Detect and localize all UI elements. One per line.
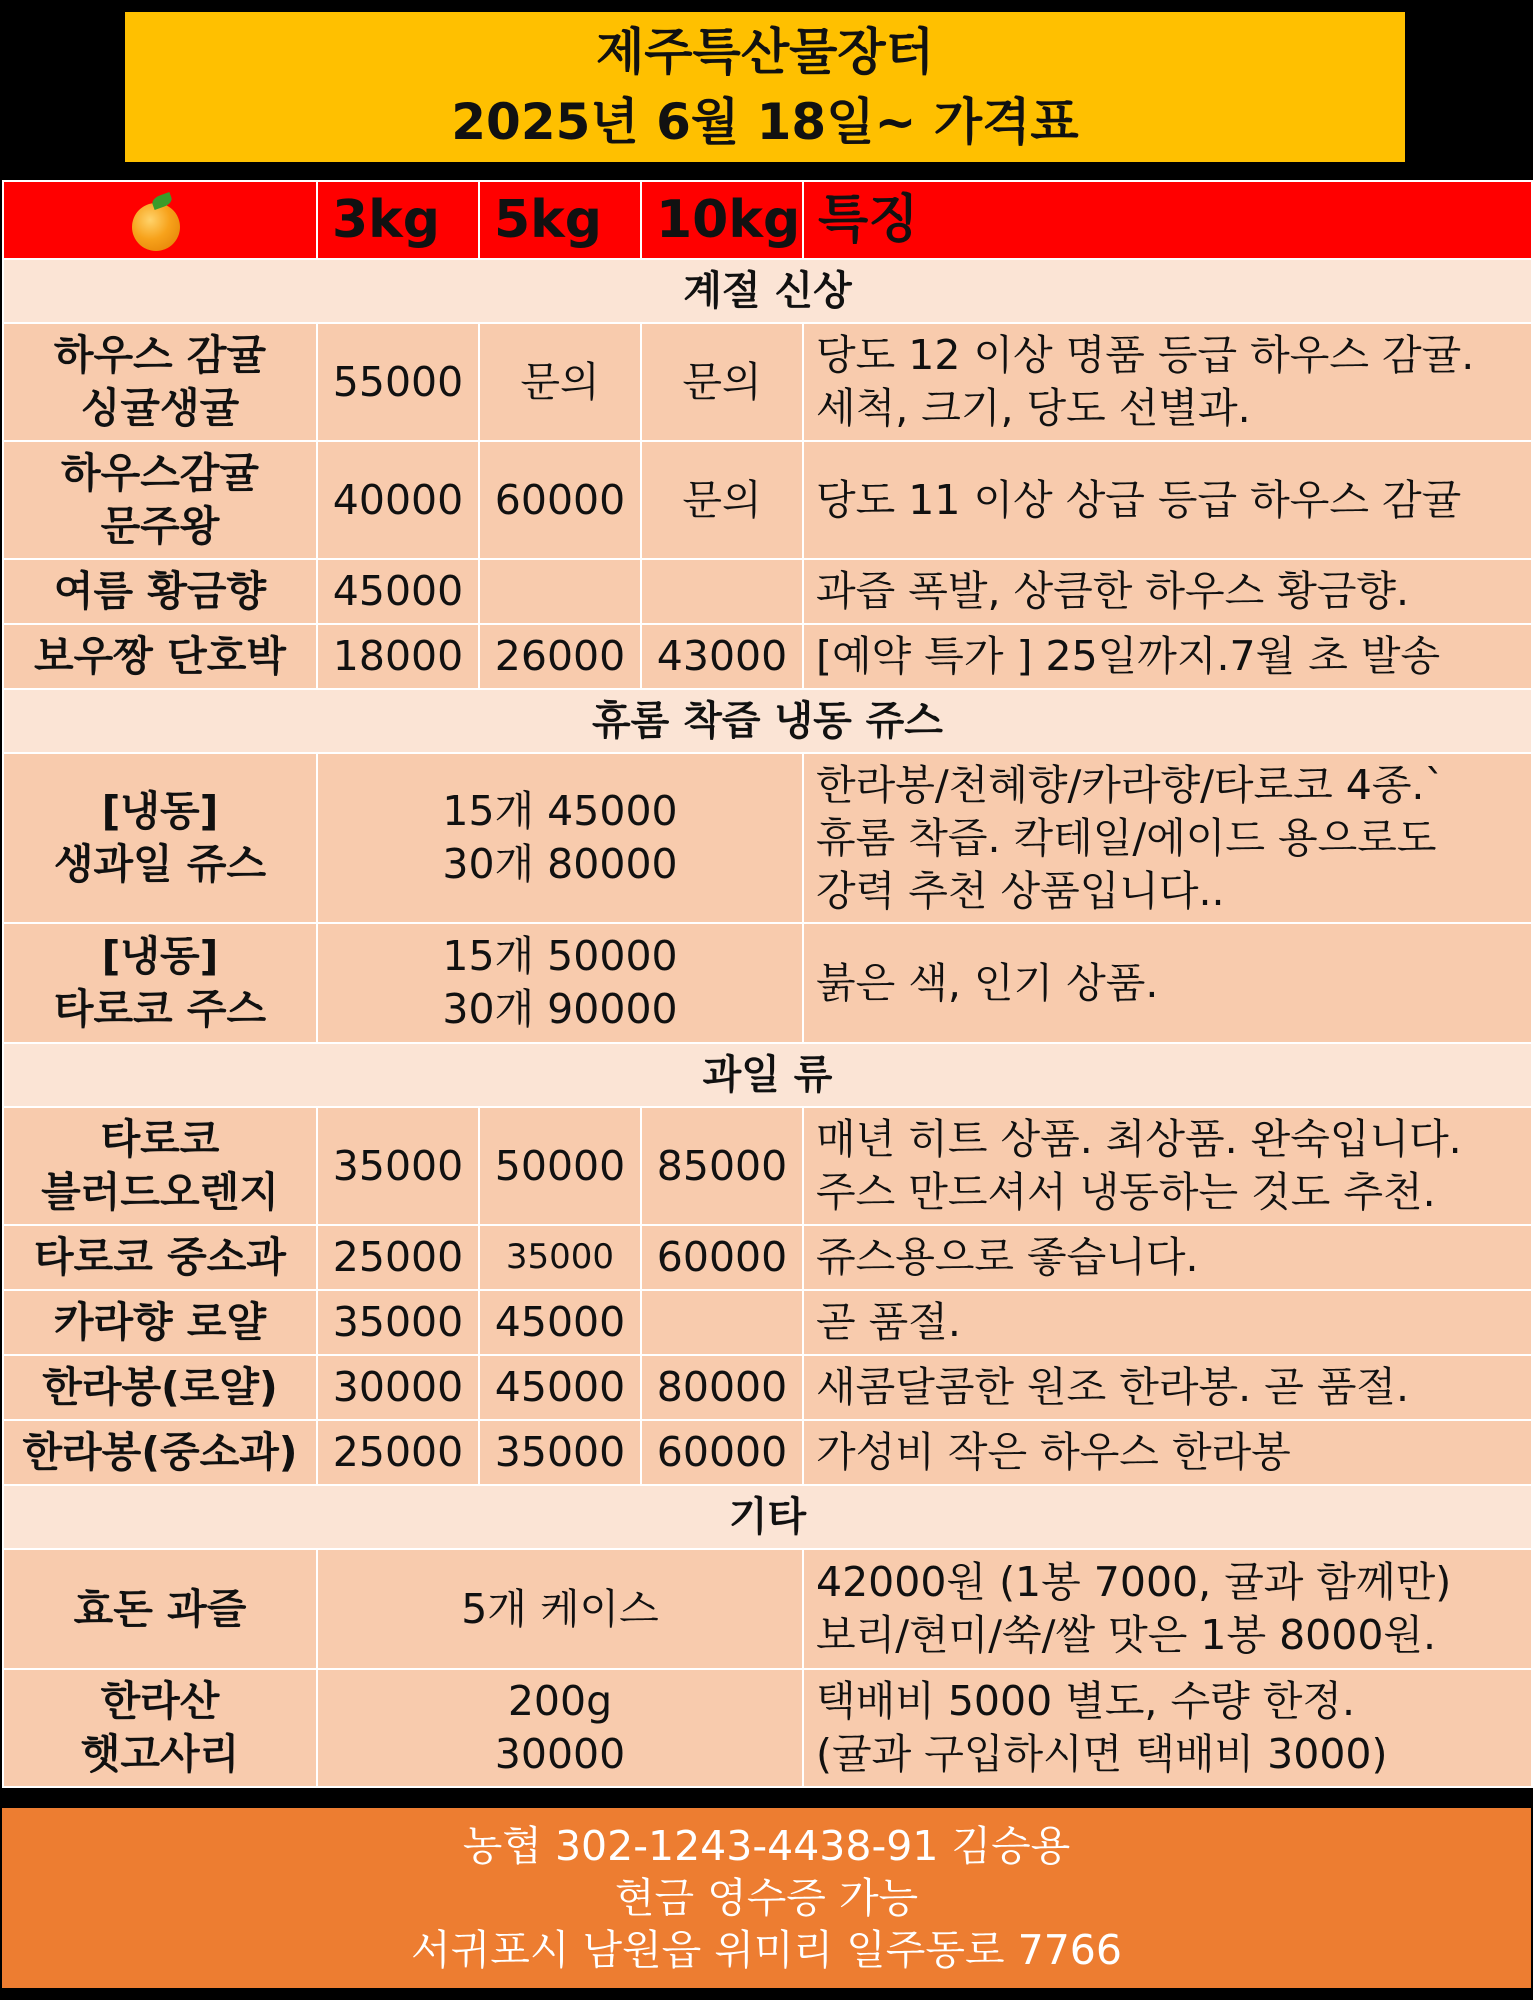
price-list-date: 2025년 6월 18일~ 가격표 <box>451 93 1079 151</box>
product-name: 한라산 <box>100 1677 220 1725</box>
col-header-feature: 특징 <box>803 181 1532 259</box>
price-10kg <box>641 559 803 624</box>
product-name: 여름 황금향 <box>3 559 317 624</box>
section-title-juice: 휴롬 착즙 냉동 쥬스 <box>3 689 1532 753</box>
section-row <box>3 1043 1532 1107</box>
col-header-3kg: 3kg <box>317 181 479 259</box>
feature-text: 새콤달콤한 원조 한라봉. 곧 품절. <box>803 1355 1532 1420</box>
product-name: 카라향 로얄 <box>3 1290 317 1355</box>
price-10kg: 80000 <box>641 1355 803 1420</box>
feature-text: 세척, 크기, 당도 선별과. <box>816 384 1251 432</box>
price-10kg: 문의 <box>641 441 803 559</box>
product-name: [냉동] <box>101 932 219 980</box>
orange-icon-cell <box>3 181 317 259</box>
bank-account: 농협 302-1243-4438-91 김승용 <box>462 1822 1071 1870</box>
feature-text: 당도 12 이상 명품 등급 하우스 감귤. <box>816 331 1475 379</box>
feature-text: 쥬스용으로 좋습니다. <box>803 1225 1532 1290</box>
table-row <box>3 1107 1532 1225</box>
section-title-season: 계절 신상 <box>3 259 1532 323</box>
product-name: 타로코 주스 <box>53 985 267 1033</box>
table-row <box>3 559 1532 624</box>
feature-text: 곧 품절. <box>803 1290 1532 1355</box>
section-row <box>3 259 1532 323</box>
payment-info-footer <box>2 1808 1531 1988</box>
table-row <box>3 1290 1532 1355</box>
table-row <box>3 753 1532 923</box>
feature-text: 한라봉/천혜향/카라향/타로코 4종.` <box>816 760 1445 809</box>
feature-text: 42000원 (1봉 7000, 귤과 함께만) <box>816 1558 1452 1606</box>
table-row <box>3 441 1532 559</box>
col-header-10kg: 10kg <box>641 181 803 259</box>
table-row <box>3 923 1532 1043</box>
product-name: [냉동] <box>101 787 219 835</box>
address: 서귀포시 남원읍 위미리 일주동로 7766 <box>411 1926 1122 1974</box>
product-name: 효돈 과즐 <box>3 1549 317 1669</box>
feature-text: 붉은 색, 인기 상품. <box>803 923 1532 1043</box>
price-text: 5개 케이스 <box>317 1549 803 1669</box>
table-row <box>3 1669 1532 1787</box>
price-5kg: 35000 <box>479 1225 641 1290</box>
product-name: 햇고사리 <box>80 1730 240 1778</box>
price-text: 30000 <box>494 1730 626 1778</box>
price-3kg: 30000 <box>317 1355 479 1420</box>
price-5kg: 문의 <box>479 323 641 441</box>
section-title-etc: 기타 <box>3 1485 1532 1549</box>
feature-text: 휴롬 착즙. 칵테일/에이드 용으로도 <box>816 813 1437 862</box>
price-5kg: 60000 <box>479 441 641 559</box>
price-3kg: 35000 <box>317 1107 479 1225</box>
price-text: 15개 45000 <box>442 787 678 835</box>
table-row <box>3 1225 1532 1290</box>
product-name: 타로코 중소과 <box>3 1225 317 1290</box>
table-row <box>3 1420 1532 1485</box>
feature-text: 가성비 작은 하우스 한라봉 <box>803 1420 1532 1485</box>
price-text: 15개 50000 <box>442 932 678 980</box>
price-10kg <box>641 1290 803 1355</box>
table-row <box>3 323 1532 441</box>
table-row <box>3 624 1532 689</box>
feature-text: (귤과 구입하시면 택배비 3000) <box>816 1730 1388 1778</box>
price-3kg: 55000 <box>317 323 479 441</box>
col-header-5kg: 5kg <box>479 181 641 259</box>
feature-text: 과즙 폭발, 상큼한 하우스 황금향. <box>803 559 1532 624</box>
price-10kg: 문의 <box>641 323 803 441</box>
price-10kg: 60000 <box>641 1420 803 1485</box>
feature-text: 당도 11 이상 상급 등급 하우스 감귤 <box>803 441 1532 559</box>
price-3kg: 18000 <box>317 624 479 689</box>
price-10kg: 60000 <box>641 1225 803 1290</box>
price-table <box>2 180 1533 1788</box>
feature-text: [예약 특가 ] 25일까지.7월 초 발송 <box>803 624 1532 689</box>
product-name: 하우스 감귤 <box>53 331 267 379</box>
price-5kg: 26000 <box>479 624 641 689</box>
product-name: 하우스감귤 <box>60 449 260 497</box>
price-5kg: 35000 <box>479 1420 641 1485</box>
price-text: 30개 90000 <box>442 985 678 1033</box>
price-5kg <box>479 559 641 624</box>
feature-text: 택배비 5000 별도, 수량 한정. <box>816 1677 1355 1725</box>
product-name: 문주왕 <box>100 502 220 550</box>
feature-text: 매년 히트 상품. 최상품. 완숙입니다. <box>816 1115 1462 1163</box>
price-3kg: 40000 <box>317 441 479 559</box>
store-title: 제주특산물장터 <box>595 23 935 81</box>
feature-text: 보리/현미/쑥/쌀 맛은 1봉 8000원. <box>816 1611 1437 1659</box>
price-5kg: 45000 <box>479 1355 641 1420</box>
table-row <box>3 1355 1532 1420</box>
price-3kg: 25000 <box>317 1225 479 1290</box>
feature-text: 강력 추천 상품입니다.. <box>816 866 1225 915</box>
price-text: 30개 80000 <box>442 840 678 888</box>
orange-icon <box>132 203 180 251</box>
price-10kg: 43000 <box>641 624 803 689</box>
product-name: 생과일 쥬스 <box>53 840 267 888</box>
product-name: 한라봉(로얄) <box>3 1355 317 1420</box>
feature-text: 주스 만드셔서 냉동하는 것도 추천. <box>816 1168 1436 1216</box>
price-text: 200g <box>507 1677 613 1725</box>
product-name: 블러드오렌지 <box>41 1168 279 1216</box>
price-3kg: 45000 <box>317 559 479 624</box>
product-name: 싱귤생귤 <box>80 384 240 432</box>
product-name: 한라봉(중소과) <box>3 1420 317 1485</box>
product-name: 보우짱 단호박 <box>3 624 317 689</box>
section-row <box>3 689 1532 753</box>
receipt-note: 현금 영수증 가능 <box>614 1874 919 1922</box>
price-5kg: 45000 <box>479 1290 641 1355</box>
price-5kg: 50000 <box>479 1107 641 1225</box>
table-header-row <box>3 181 1532 259</box>
table-row <box>3 1549 1532 1669</box>
price-3kg: 25000 <box>317 1420 479 1485</box>
price-3kg: 35000 <box>317 1290 479 1355</box>
section-title-fruit: 과일 류 <box>3 1043 1532 1107</box>
price-list-header <box>125 12 1405 162</box>
section-row <box>3 1485 1532 1549</box>
price-10kg: 85000 <box>641 1107 803 1225</box>
product-name: 타로코 <box>100 1115 220 1163</box>
